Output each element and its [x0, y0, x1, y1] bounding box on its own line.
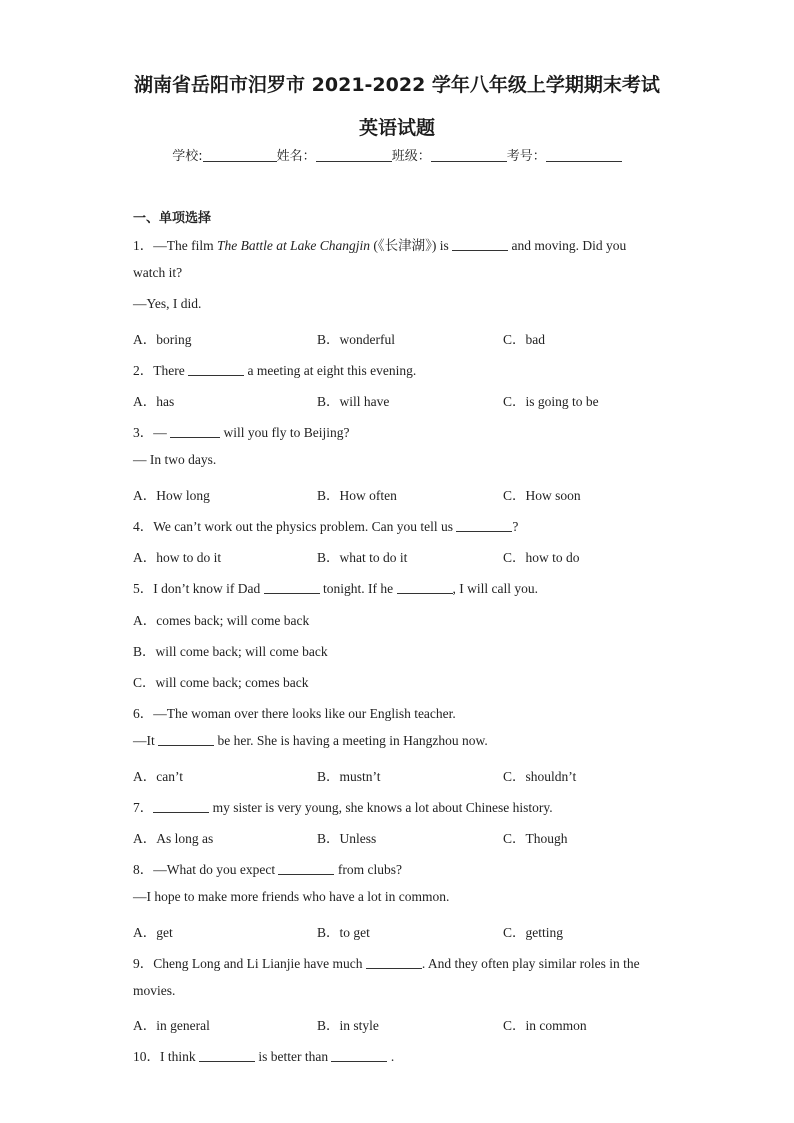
question-number: 1．: [133, 238, 154, 253]
q6-option-c[interactable]: C．shouldn’t: [503, 769, 577, 784]
exam-subtitle: 英语试题: [358, 117, 435, 139]
q7-option-c[interactable]: C．Though: [503, 831, 568, 846]
exam-title: 湖南省岳阳市汨罗市 2021-2022 学年八年级上学期期末考试: [134, 74, 660, 96]
answer-blank[interactable]: [331, 1049, 387, 1062]
answer-blank[interactable]: [397, 581, 453, 594]
film-title: The Battle at Lake Changjin: [217, 238, 370, 253]
question-1: [133, 234, 626, 254]
question-text: will you fly to Beijing?: [220, 425, 350, 440]
question-1-continued: watch it?: [133, 265, 183, 280]
q3-option-c[interactable]: C．How soon: [503, 488, 581, 503]
q9-option-a[interactable]: A．in general: [133, 1018, 210, 1033]
question-text: 2．There: [133, 363, 189, 378]
question-4: [133, 515, 518, 535]
answer-blank[interactable]: [188, 363, 244, 376]
section-title: 一、单项选择: [133, 211, 212, 226]
q2-option-b[interactable]: B．will have: [317, 394, 390, 409]
question-6: 6．—The woman over there looks like our English teacher.: [133, 706, 456, 721]
answer-blank[interactable]: [366, 956, 422, 969]
question-text: 9．Cheng Long and Li Lianjie have much: [133, 956, 366, 971]
question-5: [133, 577, 538, 597]
question-text: ?: [512, 519, 519, 534]
question-text: , I will call you.: [452, 581, 538, 596]
q1-option-c[interactable]: C．bad: [503, 332, 545, 347]
question-text: .: [387, 1049, 395, 1064]
q5-option-c[interactable]: C．will come back; comes back: [133, 675, 309, 690]
question-text: —It: [133, 733, 159, 748]
name-label: 姓名：: [276, 149, 316, 164]
q8-option-a[interactable]: A．get: [133, 925, 173, 940]
q4-option-c[interactable]: C．how to do: [503, 550, 580, 565]
q7-option-b[interactable]: B．Unless: [317, 831, 377, 846]
name-blank[interactable]: [316, 148, 392, 162]
q3-option-b[interactable]: B．How often: [317, 488, 397, 503]
question-10: [133, 1045, 394, 1065]
q9-option-b[interactable]: B．in style: [317, 1018, 379, 1033]
answer-blank[interactable]: [456, 519, 512, 532]
q3-option-a[interactable]: A．How long: [133, 488, 210, 503]
question-text: 4．We can’t work out the physics problem. Can you tell us: [133, 519, 457, 534]
q2-option-c[interactable]: C．is going to be: [503, 394, 599, 409]
q5-option-a[interactable]: A．comes back; will come back: [133, 613, 310, 628]
question-text: 8．—What do you expect: [133, 862, 279, 877]
question-3: [133, 421, 350, 441]
student-info-row: [0, 145, 794, 164]
class-blank[interactable]: [431, 148, 507, 162]
question-text: and moving. Did you: [508, 238, 627, 253]
answer-blank[interactable]: [278, 862, 334, 875]
q5-option-b[interactable]: B．will come back; will come back: [133, 644, 328, 659]
question-6-reply: [133, 733, 488, 749]
question-text: is better than: [255, 1049, 332, 1064]
answer-blank[interactable]: [452, 238, 508, 251]
question-text: (《长津湖》) is: [370, 238, 453, 253]
question-text: 10．I think: [133, 1049, 199, 1064]
q2-option-a[interactable]: A．has: [133, 394, 175, 409]
question-2: [133, 359, 416, 379]
q6-option-b[interactable]: B．mustn’t: [317, 769, 381, 784]
question-text: —The film: [153, 238, 217, 253]
question-text: tonight. If he: [319, 581, 397, 596]
exam-number-blank[interactable]: [546, 148, 622, 162]
question-text: be her. She is having a meeting in Hangzhou now.: [214, 733, 488, 748]
answer-blank[interactable]: [170, 425, 220, 438]
q6-option-a[interactable]: A．can’t: [133, 769, 183, 784]
q7-option-a[interactable]: A．As long as: [133, 831, 214, 846]
question-text: 7．: [133, 800, 154, 815]
answer-blank[interactable]: [153, 800, 209, 813]
question-3-reply: — In two days.: [133, 452, 217, 467]
q4-option-a[interactable]: A．how to do it: [133, 550, 222, 565]
q1-option-a[interactable]: A．boring: [133, 332, 192, 347]
question-9: [133, 952, 640, 972]
answer-blank[interactable]: [158, 733, 214, 746]
question-text: my sister is very young, she knows a lot about Chinese history.: [209, 800, 553, 815]
q9-option-c[interactable]: C．in common: [503, 1018, 587, 1033]
school-blank[interactable]: [203, 148, 277, 162]
q8-option-b[interactable]: B．to get: [317, 925, 370, 940]
exam-number-label: 考号：: [506, 149, 546, 164]
q8-option-c[interactable]: C．getting: [503, 925, 563, 940]
q4-option-b[interactable]: B．what to do it: [317, 550, 408, 565]
question-8-reply: —I hope to make more friends who have a lot in common.: [133, 889, 450, 904]
answer-blank[interactable]: [264, 581, 320, 594]
question-9-continued: movies.: [133, 983, 176, 998]
question-8: [133, 858, 402, 878]
question-text: 5．I don’t know if Dad: [133, 581, 264, 596]
question-1-reply: —Yes, I did.: [133, 296, 202, 311]
question-7: [133, 796, 553, 816]
question-text: a meeting at eight this evening.: [244, 363, 417, 378]
question-text: from clubs?: [334, 862, 402, 877]
question-text: 3．—: [133, 425, 171, 440]
q1-option-b[interactable]: B．wonderful: [317, 332, 395, 347]
class-label: 班级：: [391, 149, 431, 164]
school-label: 学校:: [172, 149, 203, 164]
answer-blank[interactable]: [199, 1049, 255, 1062]
question-text: . And they often play similar roles in the: [421, 956, 640, 971]
